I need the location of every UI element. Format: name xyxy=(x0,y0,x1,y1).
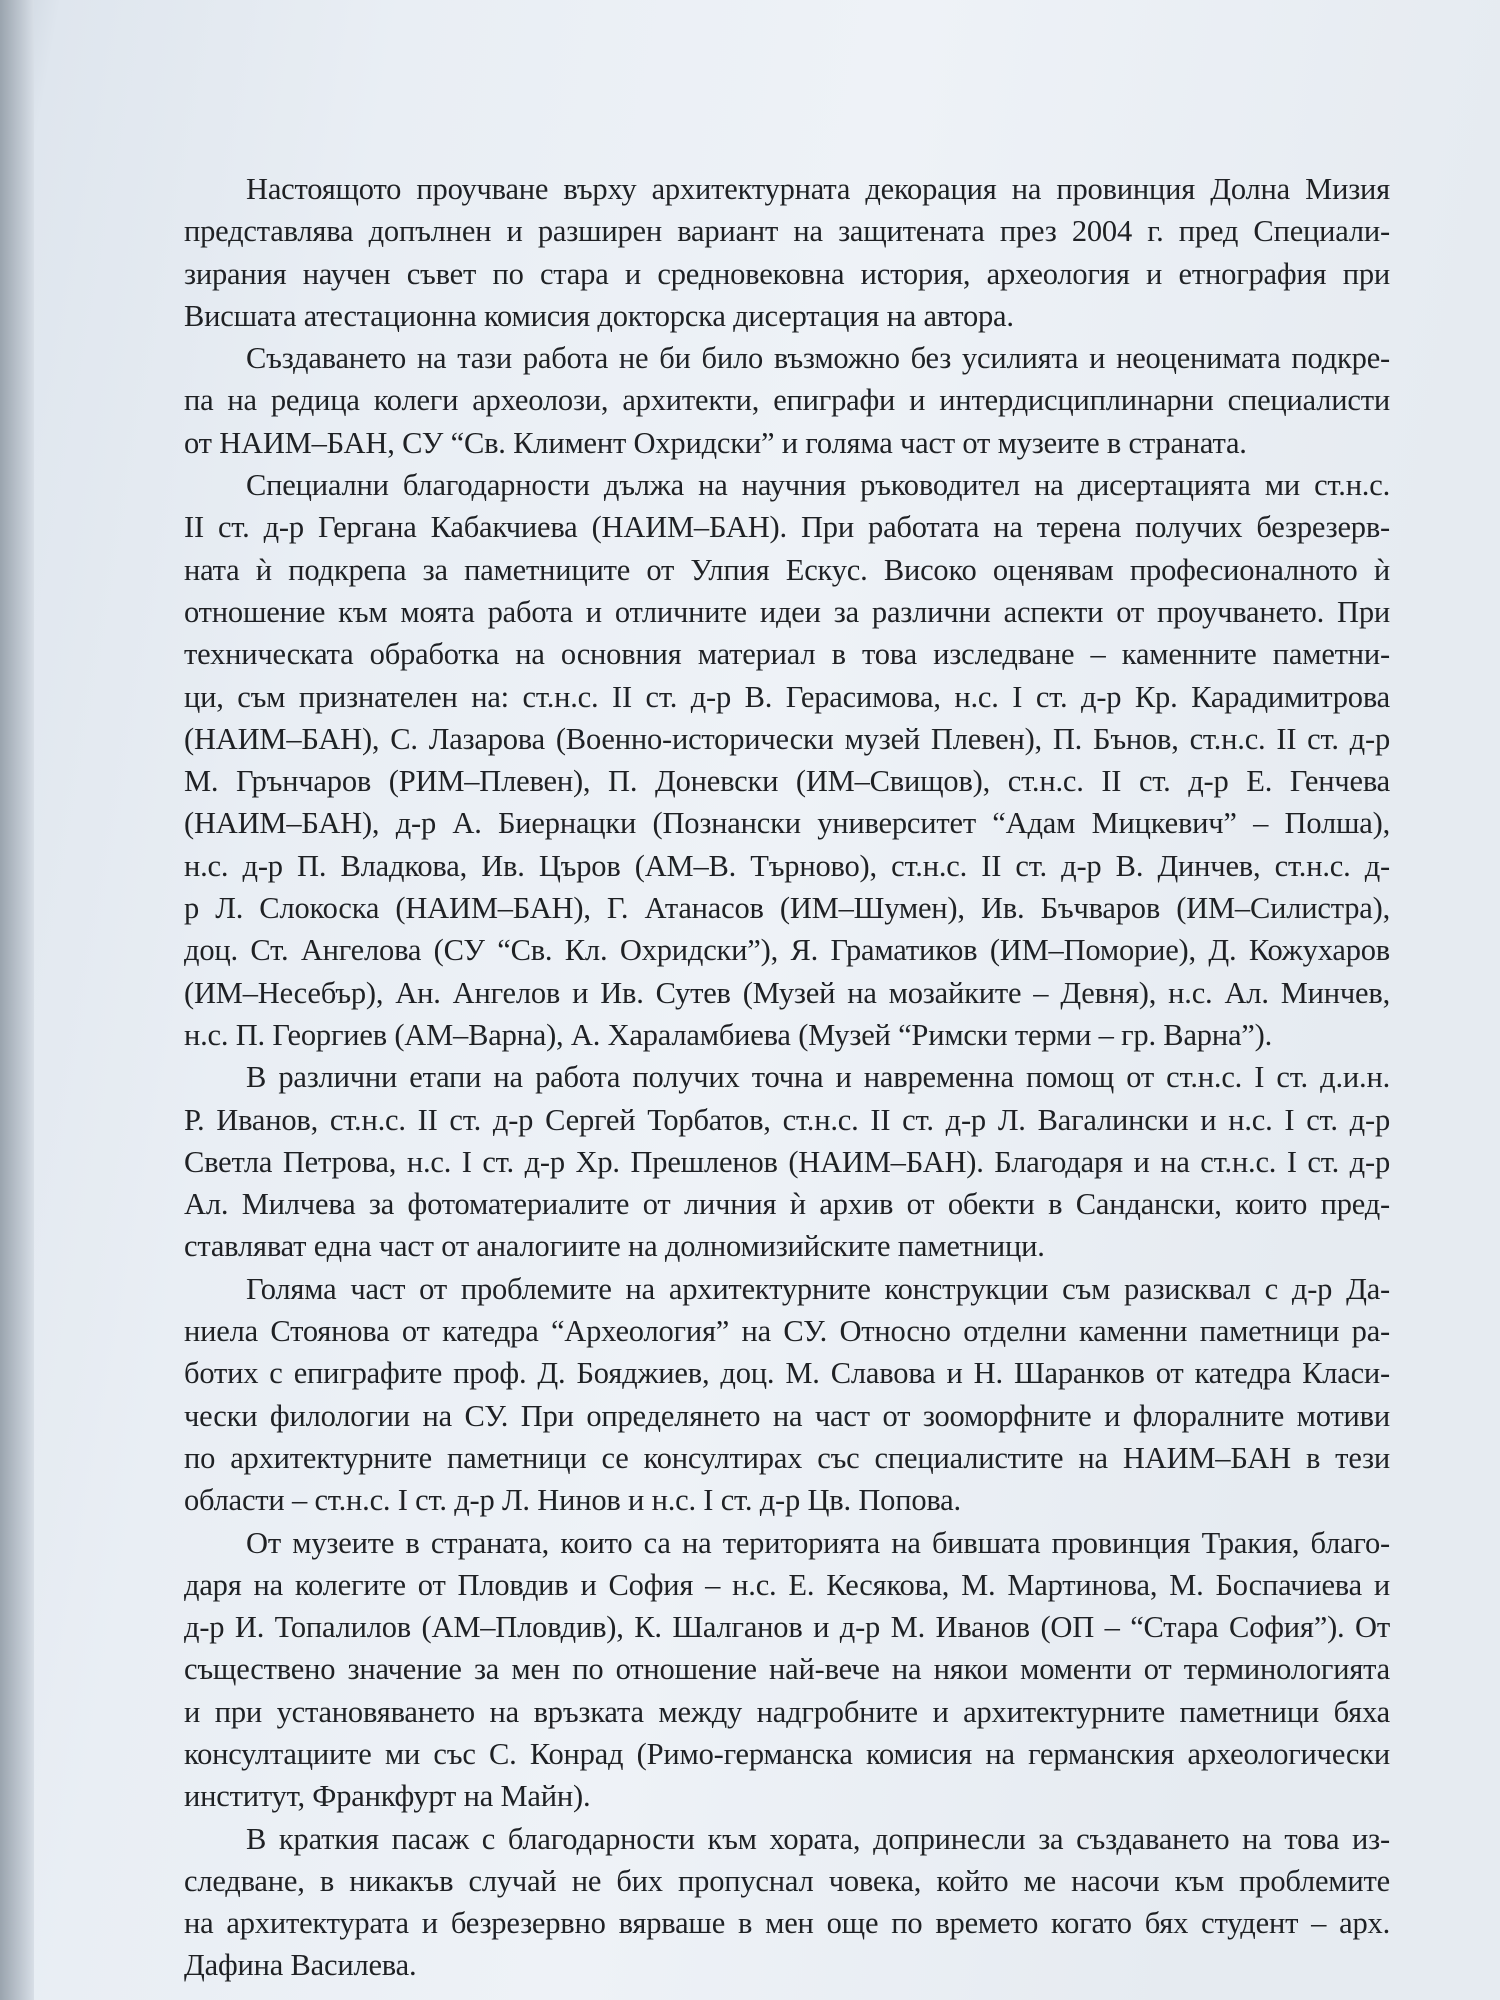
text-line: Р. Иванов, ст.н.с. II ст. д-р Сергей Торбатов, ст.н.с. II ст. д-р Л. Вагалински и н.с. I ст. д-р xyxy=(184,1102,1390,1137)
text-line: Висшата атестационна комисия докторска дисертация на автора. xyxy=(184,298,1014,333)
text-line: р Л. Слокоска (НАИМ–БАН), Г. Атанасов (ИМ–Шумен), Ив. Бъчваров (ИМ–Силистра), xyxy=(184,891,1390,926)
paragraph xyxy=(184,1056,1390,1267)
text-line: ци, съм признателен на: ст.н.с. II ст. д-р В. Герасимова, н.с. I ст. д-р Кр. Карадимитрова xyxy=(184,679,1390,714)
text-line: н.с. д-р П. Владкова, Ив. Църов (АМ–В. Търново), ст.н.с. II ст. д-р В. Динчев, ст.н.с. д- xyxy=(184,848,1390,883)
text-line: Ал. Милчева за фотоматериалите от личния ѝ архив от обекти в Сандански, които пред- xyxy=(184,1187,1390,1222)
text-line: ната ѝ подкрепа за паметниците от Улпия Ескус. Високо оценявам професионалното ѝ xyxy=(184,552,1390,587)
text-line: даря на колегите от Пловдив и София – н.с. Е. Кесякова, М. Мартинова, М. Боспачиева и xyxy=(184,1567,1390,1602)
text-line: Светла Петрова, н.с. I ст. д-р Хр. Прешленов (НАИМ–БАН). Благодаря и на ст.н.с. I ст. д-р xyxy=(184,1144,1390,1179)
text-line: д-р И. Топалилов (АМ–Пловдив), К. Шалганов и д-р М. Иванов (ОП – “Стара София”). От xyxy=(184,1610,1390,1645)
text-line: (НАИМ–БАН), д-р А. Биернацки (Познански университет “Адам Мицкевич” – Полша), xyxy=(184,806,1390,841)
adjacent-page-edge xyxy=(0,0,34,2000)
text-line: по архитектурните паметници се консултирах със специалистите на НАИМ–БАН в тези xyxy=(184,1440,1390,1475)
text-line: Специални благодарности дължа на научния ръководител на дисертацията ми ст.н.с. xyxy=(246,468,1390,503)
text-line: (НАИМ–БАН), С. Лазарова (Военно-исторически музей Плевен), П. Бънов, ст.н.с. II ст. д-р xyxy=(184,721,1390,756)
text-line: н.с. П. Георгиев (АМ–Варна), А. Хараламбиева (Музей “Римски терми – гр. Варна”). xyxy=(184,1017,1273,1052)
text-line: М. Грънчаров (РИМ–Плевен), П. Доневски (ИМ–Свищов), ст.н.с. II ст. д-р Е. Генчева xyxy=(184,764,1390,799)
text-line: от НАИМ–БАН, СУ “Св. Климент Охридски” и голяма част от музеите в страната. xyxy=(184,425,1247,460)
text-line: консултациите ми със С. Конрад (Римо-германска комисия на германския археологически xyxy=(184,1736,1390,1771)
text-line: II ст. д-р Гергана Кабакчиева (НАИМ–БАН). При работата на терена получих безрезерв- xyxy=(184,510,1390,545)
text-line: техническата обработка на основния материал в това изследване – каменните паметни- xyxy=(184,637,1390,672)
text-line: Дафина Василева. xyxy=(184,1948,417,1983)
text-line: съществено значение за мен по отношение най-вече на някои моменти от терминологията xyxy=(184,1652,1390,1687)
paragraph xyxy=(184,1268,1390,1522)
text-line: представлява допълнен и разширен вариант на защитената през 2004 г. пред Специали- xyxy=(184,214,1390,249)
text-line: ботих с епиграфите проф. Д. Бояджиев, доц. М. Славова и Н. Шаранков от катедра Класи- xyxy=(184,1356,1390,1391)
document-page-body xyxy=(184,168,1390,1987)
text-line: области – ст.н.с. I ст. д-р Л. Нинов и н.с. I ст. д-р Цв. Попова. xyxy=(184,1483,961,1518)
text-line: на архитектурата и безрезервно вярваше в мен още по времето когато бях студент – арх. xyxy=(184,1906,1390,1941)
text-line: доц. Ст. Ангелова (СУ “Св. Кл. Охридски”), Я. Граматиков (ИМ–Поморие), Д. Кожухаров xyxy=(184,933,1390,968)
text-line: и при установяването на връзката между надгробните и архитектурните паметници бяха xyxy=(184,1694,1390,1729)
text-line: отношение към моята работа и отличните идеи за различни аспекти от проучването. При xyxy=(184,594,1390,629)
text-line: (ИМ–Несебър), Ан. Ангелов и Ив. Сутев (Музей на мозайките – Девня), н.с. Ал. Минчев, xyxy=(184,975,1390,1010)
text-line: Създаването на тази работа не би било възможно без усилията и неоценимата подкре- xyxy=(246,341,1390,376)
text-line: институт, Франкфурт на Майн). xyxy=(184,1779,591,1814)
text-line: ставляват една част от аналогиите на долномизийските паметници. xyxy=(184,1229,1045,1264)
text-line: зирания научен съвет по стара и средновековна история, археология и етнография при xyxy=(184,256,1390,291)
paragraph xyxy=(184,1522,1390,1818)
paragraph xyxy=(184,1818,1390,1987)
text-line: От музеите в страната, които са на територията на бившата провинция Тракия, благо- xyxy=(246,1525,1390,1560)
text-line: В различни етапи на работа получих точна и навременна помощ от ст.н.с. I ст. д.и.н. xyxy=(246,1060,1390,1095)
text-line: В краткия пасаж с благодарности към хората, допринесли за създаването на това из- xyxy=(246,1821,1390,1856)
text-line: ниела Стоянова от катедра “Археология” на СУ. Относно отделни каменни паметници ра- xyxy=(184,1314,1390,1349)
text-line: Настоящото проучване върху архитектурната декорация на провинция Долна Мизия xyxy=(246,172,1390,206)
paragraph xyxy=(184,337,1390,464)
text-line: чески филологии на СУ. При определянето на част от зооморфните и флоралните мотиви xyxy=(184,1398,1390,1433)
text-line: Голяма част от проблемите на архитектурните конструкции съм разисквал с д-р Да- xyxy=(246,1271,1390,1306)
text-line: следване, в никакъв случай не бих пропуснал човека, който ме насочи към проблемите xyxy=(184,1863,1390,1898)
paragraph xyxy=(184,464,1390,1056)
paragraph xyxy=(184,168,1390,337)
text-line: па на редица колеги археолози, архитекти, епиграфи и интердисциплинарни специалисти xyxy=(184,383,1390,418)
